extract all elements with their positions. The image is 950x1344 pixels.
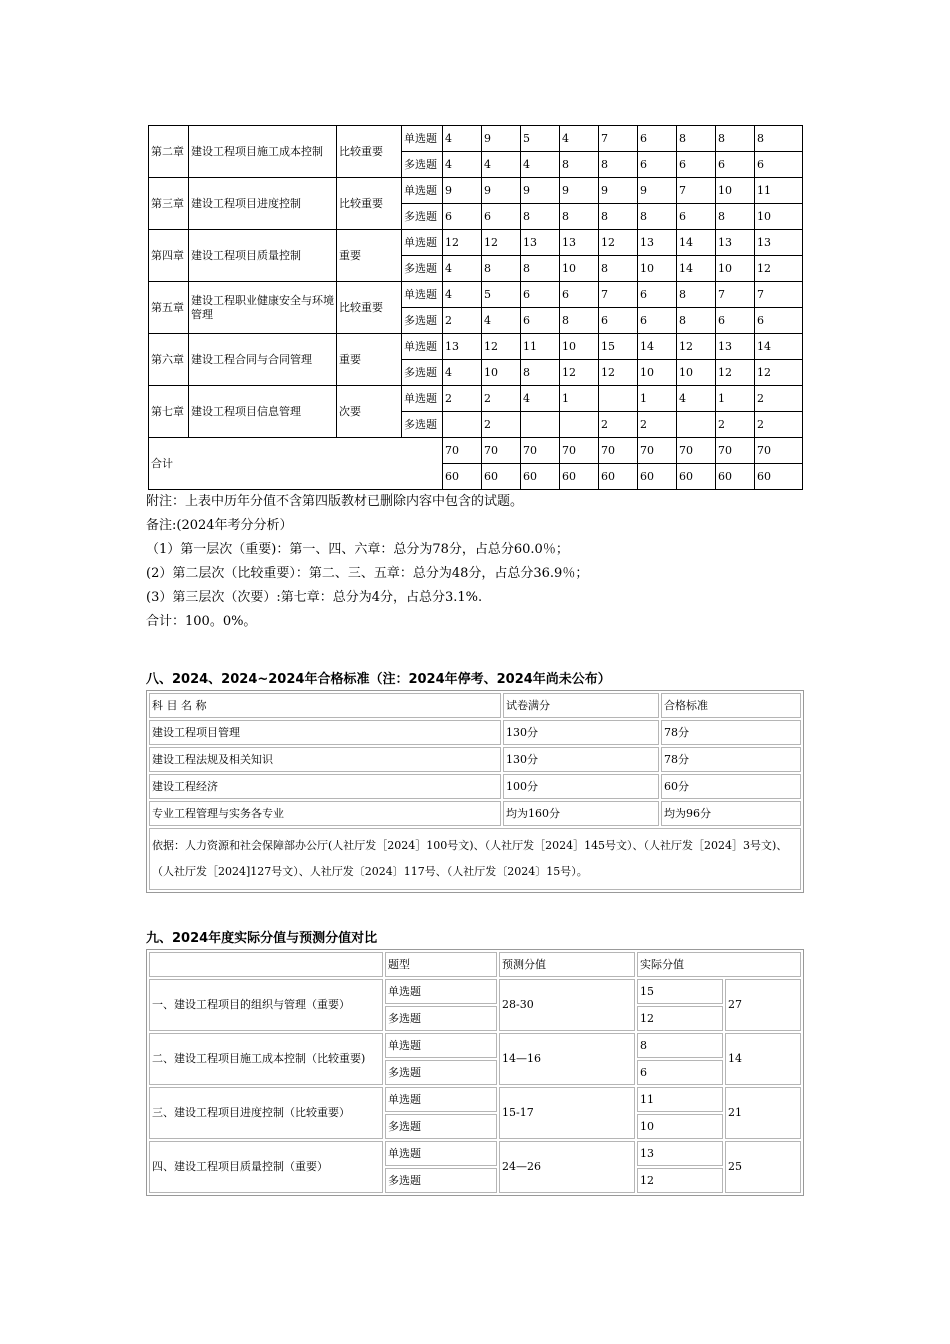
score-cell: 12 (560, 360, 599, 386)
actual-score-cell: 12 (637, 1168, 723, 1193)
question-type-cell: 多选题 (385, 1006, 497, 1031)
table-cell: 建设工程经济 (149, 774, 501, 799)
total-cell: 70 (638, 438, 677, 464)
importance-cell: 比较重要 (337, 282, 402, 334)
question-type-cell: 多选题 (402, 204, 443, 230)
actual-total-cell: 25 (725, 1141, 801, 1193)
table-cell: 60分 (661, 774, 801, 799)
table-cell: 建设工程项目管理 (149, 720, 501, 745)
score-cell: 4 (443, 282, 482, 308)
table-cell: 130分 (503, 747, 659, 772)
question-type-cell: 单选题 (402, 126, 443, 152)
chapter-title-cell: 建设工程项目进度控制 (189, 178, 337, 230)
score-cell: 8 (677, 282, 716, 308)
note-line-4: 合计：100。0%。 (146, 614, 257, 629)
total-cell: 60 (716, 464, 755, 490)
total-cell: 60 (677, 464, 716, 490)
actual-score-cell: 8 (637, 1033, 723, 1058)
score-cell: 14 (677, 230, 716, 256)
actual-score-cell: 12 (637, 1006, 723, 1031)
header-row (149, 952, 801, 977)
score-cell: 13 (560, 230, 599, 256)
column-header: 预测分值 (499, 952, 635, 977)
table-row (149, 126, 803, 152)
question-type-cell: 多选题 (402, 152, 443, 178)
basis-cell: 依据：人力资源和社会保障部办公厅(人社厅发［2024］100号文)、（人社厅发［2024］145号文）、（人社厅发［2024］3号文)、（人社厅发［2024]127号文）、人社厅发〔2024〕117号、（人社厅发〔2024〕15号）。 (149, 828, 801, 890)
score-cell: 5 (482, 282, 521, 308)
table-row (149, 720, 801, 745)
table-cell: 78分 (661, 747, 801, 772)
table-row (149, 1141, 801, 1166)
score-cell: 14 (677, 256, 716, 282)
score-cell: 8 (560, 204, 599, 230)
score-cell: 6 (482, 204, 521, 230)
score-cell (521, 412, 560, 438)
table-row (149, 334, 803, 360)
chapter-name-cell: 一、建设工程项目的组织与管理（重要） (149, 979, 383, 1031)
actual-total-cell: 14 (725, 1033, 801, 1085)
table-row (149, 230, 803, 256)
score-cell: 12 (443, 230, 482, 256)
score-cell: 8 (521, 256, 560, 282)
score-cell (560, 412, 599, 438)
score-cell: 8 (599, 152, 638, 178)
score-cell: 1 (560, 386, 599, 412)
table-row (149, 1087, 801, 1112)
total-cell: 70 (599, 438, 638, 464)
total-cell: 70 (677, 438, 716, 464)
table-cell: 均为96分 (661, 801, 801, 826)
question-type-cell: 多选题 (402, 360, 443, 386)
table-row (149, 1033, 801, 1058)
score-cell: 4 (521, 386, 560, 412)
question-type-cell: 多选题 (385, 1168, 497, 1193)
score-cell: 8 (482, 256, 521, 282)
score-distribution-table (148, 125, 803, 490)
score-cell: 8 (755, 126, 803, 152)
score-cell: 6 (677, 204, 716, 230)
score-cell: 4 (482, 152, 521, 178)
column-header (149, 952, 383, 977)
total-cell: 60 (521, 464, 560, 490)
score-cell: 8 (638, 204, 677, 230)
question-type-cell: 多选题 (385, 1114, 497, 1139)
question-type-cell: 单选题 (385, 1141, 497, 1166)
table-cell: 建设工程法规及相关知识 (149, 747, 501, 772)
score-cell: 4 (443, 126, 482, 152)
importance-cell: 重要 (337, 230, 402, 282)
score-cell: 8 (599, 204, 638, 230)
score-cell: 6 (599, 308, 638, 334)
section9-heading: 九、2024年度实际分值与预测分值对比 (146, 931, 378, 946)
score-cell: 7 (716, 282, 755, 308)
actual-score-cell: 15 (637, 979, 723, 1004)
question-type-cell: 多选题 (402, 412, 443, 438)
chapter-title-cell: 建设工程职业健康安全与环境管理 (189, 282, 337, 334)
score-cell: 8 (560, 152, 599, 178)
score-cell: 7 (599, 126, 638, 152)
total-cell: 70 (560, 438, 599, 464)
score-cell: 11 (521, 334, 560, 360)
importance-cell: 次要 (337, 386, 402, 438)
score-cell: 9 (482, 126, 521, 152)
score-cell: 6 (677, 152, 716, 178)
total-row (149, 438, 803, 464)
score-cell: 12 (755, 360, 803, 386)
score-cell: 8 (521, 360, 560, 386)
chapter-cell: 第二章 (149, 126, 189, 178)
score-cell: 13 (521, 230, 560, 256)
pass-standard-table (146, 690, 804, 893)
total-cell: 60 (599, 464, 638, 490)
actual-score-cell: 6 (637, 1060, 723, 1085)
appendix-note: 附注：上表中历年分值不含第四版教材已删除内容中包含的试题。 (146, 494, 524, 509)
table-cell: 130分 (503, 720, 659, 745)
score-cell (677, 412, 716, 438)
score-cell: 12 (599, 230, 638, 256)
score-cell: 9 (638, 178, 677, 204)
score-cell: 2 (482, 386, 521, 412)
score-cell: 2 (755, 386, 803, 412)
actual-total-cell: 21 (725, 1087, 801, 1139)
score-cell: 10 (638, 256, 677, 282)
chapter-title-cell: 建设工程项目施工成本控制 (189, 126, 337, 178)
score-cell: 10 (560, 256, 599, 282)
score-cell: 12 (599, 360, 638, 386)
score-cell: 10 (560, 334, 599, 360)
total-cell: 60 (482, 464, 521, 490)
chapter-cell: 第三章 (149, 178, 189, 230)
score-cell: 12 (677, 334, 716, 360)
chapter-cell: 第七章 (149, 386, 189, 438)
question-type-cell: 单选题 (402, 230, 443, 256)
score-cell: 10 (755, 204, 803, 230)
importance-cell: 比较重要 (337, 178, 402, 230)
score-cell: 6 (560, 282, 599, 308)
importance-cell: 比较重要 (337, 126, 402, 178)
score-cell: 8 (716, 126, 755, 152)
question-type-cell: 单选题 (402, 282, 443, 308)
column-header: 合格标准 (661, 693, 801, 718)
actual-score-cell: 10 (637, 1114, 723, 1139)
score-cell: 1 (716, 386, 755, 412)
score-cell: 4 (443, 256, 482, 282)
score-cell: 12 (482, 230, 521, 256)
score-cell: 10 (482, 360, 521, 386)
score-cell: 8 (716, 204, 755, 230)
score-cell: 9 (599, 178, 638, 204)
score-cell: 2 (638, 412, 677, 438)
table-row (149, 979, 801, 1004)
section8-heading: 八、2024、2024~2024年合格标准（注：2024年停考、2024年尚未公布） (146, 672, 611, 687)
score-cell: 6 (716, 152, 755, 178)
table-row (149, 774, 801, 799)
score-cell: 13 (638, 230, 677, 256)
score-cell: 10 (677, 360, 716, 386)
score-cell: 10 (638, 360, 677, 386)
question-type-cell: 单选题 (402, 386, 443, 412)
score-cell: 1 (638, 386, 677, 412)
total-cell: 60 (755, 464, 803, 490)
table-row (149, 801, 801, 826)
basis-row (149, 828, 801, 890)
score-cell: 4 (443, 360, 482, 386)
score-cell: 13 (716, 230, 755, 256)
score-cell: 6 (638, 126, 677, 152)
total-cell: 60 (638, 464, 677, 490)
header-row (149, 693, 801, 718)
score-cell: 14 (638, 334, 677, 360)
score-cell: 4 (482, 308, 521, 334)
score-cell: 7 (755, 282, 803, 308)
question-type-cell: 单选题 (402, 334, 443, 360)
score-cell: 6 (638, 308, 677, 334)
table-cell: 均为160分 (503, 801, 659, 826)
score-cell: 6 (521, 308, 560, 334)
score-cell: 6 (638, 282, 677, 308)
score-cell: 14 (755, 334, 803, 360)
total-label-cell: 合计 (149, 438, 443, 490)
total-cell: 70 (482, 438, 521, 464)
actual-total-cell: 27 (725, 979, 801, 1031)
chapter-name-cell: 四、建设工程项目质量控制（重要） (149, 1141, 383, 1193)
table-row (149, 747, 801, 772)
actual-score-cell: 13 (637, 1141, 723, 1166)
score-cell: 9 (443, 178, 482, 204)
chapter-cell: 第五章 (149, 282, 189, 334)
score-cell: 11 (755, 178, 803, 204)
predicted-score-cell: 24—26 (499, 1141, 635, 1193)
table-row (149, 178, 803, 204)
note-line-1: （1）第一层次（重要)：第一、四、六章：总分为78分，占总分60.0％； (146, 542, 569, 557)
total-cell: 60 (443, 464, 482, 490)
score-cell: 2 (443, 308, 482, 334)
column-header: 题型 (385, 952, 497, 977)
table-cell: 78分 (661, 720, 801, 745)
chapter-name-cell: 三、建设工程项目进度控制（比较重要） (149, 1087, 383, 1139)
question-type-cell: 单选题 (385, 1087, 497, 1112)
predicted-score-cell: 28-30 (499, 979, 635, 1031)
score-cell: 2 (443, 386, 482, 412)
score-cell: 10 (716, 256, 755, 282)
score-cell: 2 (599, 412, 638, 438)
score-cell: 7 (677, 178, 716, 204)
predicted-score-cell: 14—16 (499, 1033, 635, 1085)
notes-block (146, 490, 846, 634)
score-cell: 9 (521, 178, 560, 204)
remark-note: 备注:(2024年考分分析） (146, 518, 293, 533)
actual-score-cell: 11 (637, 1087, 723, 1112)
note-line-2: (2）第二层次（比较重要）：第二、三、五章：总分为48分，占总分36.9％； (146, 566, 589, 581)
score-cell: 6 (638, 152, 677, 178)
score-cell: 2 (755, 412, 803, 438)
score-cell: 4 (521, 152, 560, 178)
score-cell: 4 (560, 126, 599, 152)
question-type-cell: 单选题 (385, 979, 497, 1004)
score-cell: 2 (482, 412, 521, 438)
question-type-cell: 多选题 (385, 1060, 497, 1085)
score-cell: 12 (482, 334, 521, 360)
score-cell: 8 (677, 126, 716, 152)
score-cell: 12 (716, 360, 755, 386)
score-cell: 9 (560, 178, 599, 204)
score-cell: 10 (716, 178, 755, 204)
score-cell: 8 (599, 256, 638, 282)
score-cell: 13 (716, 334, 755, 360)
chapter-cell: 第四章 (149, 230, 189, 282)
score-cell: 4 (677, 386, 716, 412)
table-cell: 100分 (503, 774, 659, 799)
table-row (149, 282, 803, 308)
total-cell: 70 (716, 438, 755, 464)
score-cell: 9 (482, 178, 521, 204)
table-cell: 专业工程管理与实务各专业 (149, 801, 501, 826)
score-cell: 12 (755, 256, 803, 282)
score-cell: 13 (755, 230, 803, 256)
chapter-title-cell: 建设工程项目信息管理 (189, 386, 337, 438)
question-type-cell: 单选题 (385, 1033, 497, 1058)
score-cell (443, 412, 482, 438)
chapter-title-cell: 建设工程合同与合同管理 (189, 334, 337, 386)
score-cell: 6 (521, 282, 560, 308)
table-row (149, 386, 803, 412)
score-cell: 2 (716, 412, 755, 438)
score-cell: 8 (677, 308, 716, 334)
column-header: 实际分值 (637, 952, 801, 977)
score-cell: 6 (716, 308, 755, 334)
score-cell: 8 (560, 308, 599, 334)
question-type-cell: 多选题 (402, 256, 443, 282)
total-cell: 70 (755, 438, 803, 464)
score-cell: 8 (521, 204, 560, 230)
chapter-cell: 第六章 (149, 334, 189, 386)
score-cell: 5 (521, 126, 560, 152)
score-cell: 15 (599, 334, 638, 360)
score-cell: 6 (443, 204, 482, 230)
column-header: 科 目 名 称 (149, 693, 501, 718)
total-cell: 60 (560, 464, 599, 490)
total-cell: 70 (443, 438, 482, 464)
question-type-cell: 多选题 (402, 308, 443, 334)
chapter-title-cell: 建设工程项目质量控制 (189, 230, 337, 282)
score-cell: 6 (755, 308, 803, 334)
score-cell: 4 (443, 152, 482, 178)
column-header: 试卷满分 (503, 693, 659, 718)
predicted-score-cell: 15-17 (499, 1087, 635, 1139)
score-cell: 13 (443, 334, 482, 360)
score-cell (599, 386, 638, 412)
note-line-3: (3）第三层次（次要）:第七章：总分为4分，占总分3.1%. (146, 590, 483, 605)
score-comparison-table (146, 949, 804, 1196)
score-cell: 6 (755, 152, 803, 178)
total-cell: 70 (521, 438, 560, 464)
question-type-cell: 单选题 (402, 178, 443, 204)
importance-cell: 重要 (337, 334, 402, 386)
score-cell: 7 (599, 282, 638, 308)
chapter-name-cell: 二、建设工程项目施工成本控制（比较重要) (149, 1033, 383, 1085)
